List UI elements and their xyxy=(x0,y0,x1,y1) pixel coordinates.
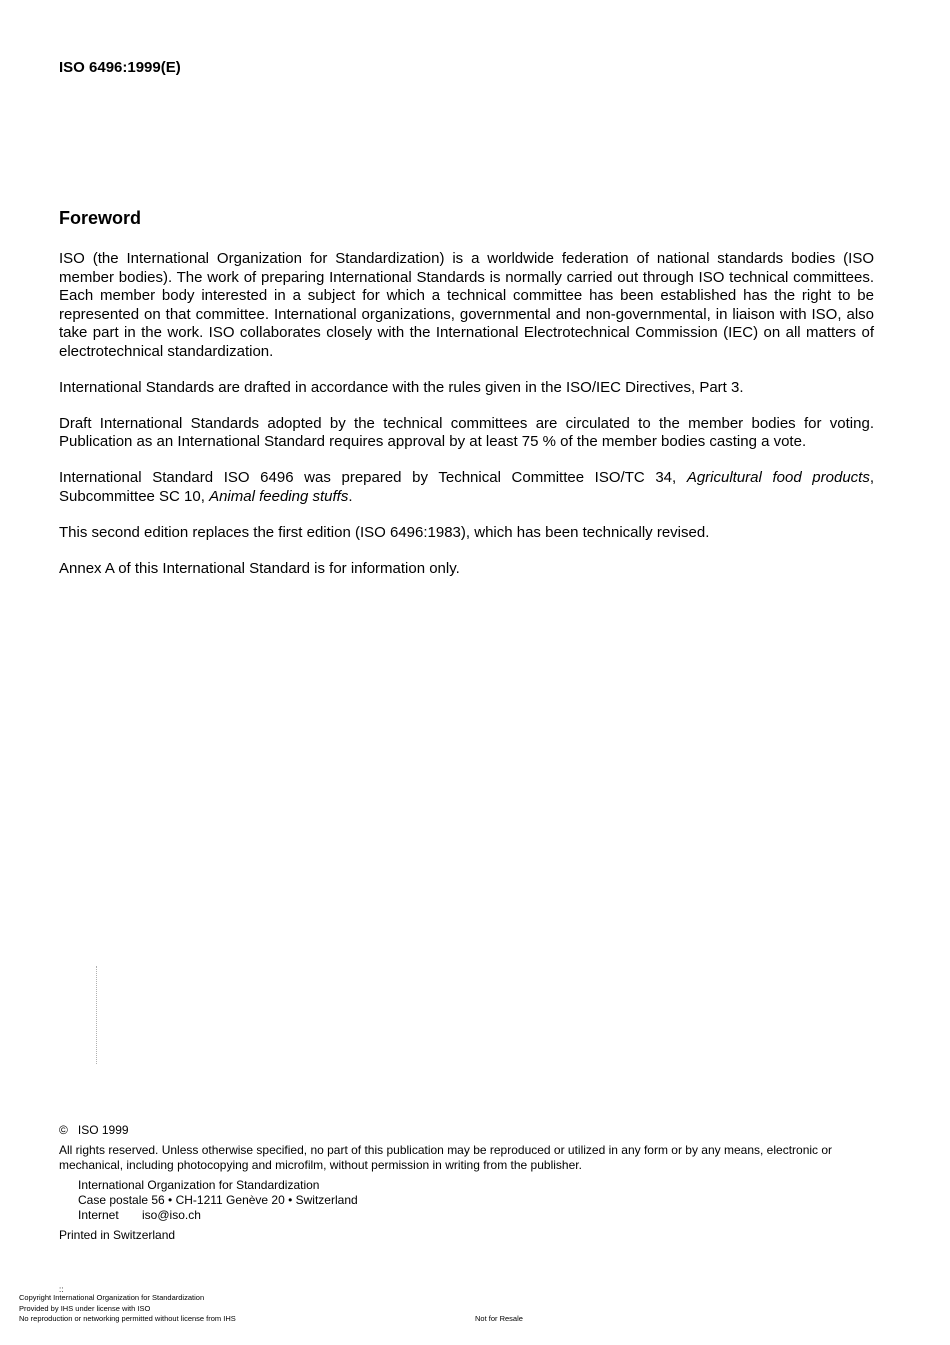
footer-tick: :: xyxy=(59,1285,64,1294)
internet-label: Internet xyxy=(78,1208,119,1222)
footer-line-1: Copyright International Organization for Standardization xyxy=(19,1293,205,1302)
foreword-paragraph-5: This second edition replaces the first edition (ISO 6496:1983), which has been technically revised. xyxy=(59,523,710,541)
footer-line-3: No reproduction or networking permitted without license from IHS xyxy=(19,1314,236,1323)
copyright-line xyxy=(59,1123,879,1138)
printed-in: Printed in Switzerland xyxy=(59,1228,176,1242)
foreword-paragraph-2: International Standards are drafted in accordance with the rules given in the ISO/IEC Directives, Part 3. xyxy=(59,378,744,396)
license-footer xyxy=(19,1287,236,1325)
foreword-paragraph-1: ISO (the International Organization for Standardization) is a worldwide federation of national standards bodies (ISO member bodies). The work of preparing International Standards is normally carried out through ISO technical committees. Each member body interested in a subject for which a technical committee has been established has the right to be represented on that committee. International organizations, governmental and non-governmental, in liaison with ISO, also take part in the work. ISO collaborates closely with the International Electrotechnical Commission (IEC) on all matters of electrotechnical standardization. xyxy=(59,250,874,360)
p4-prefix: International Standard ISO 6496 was prepared by Technical Committee ISO/TC 34, xyxy=(59,469,687,486)
p4-mid: , Subcommittee SC 10, xyxy=(59,469,875,505)
email-address: iso@iso.ch xyxy=(142,1208,201,1222)
foreword-paragraph-3: Draft International Standards adopted by the technical committees are circulated to the member bodies for voting. Publication as an International Standard requires approval by at least 75 % of the member bodies casting a vote. xyxy=(59,414,874,450)
foreword-paragraph-4 xyxy=(59,469,874,506)
rights-statement: All rights reserved. Unless otherwise specified, no part of this publication may be reproduced or utilized in any form or by any means, electronic or mechanical, including photocopying and microfilm, without permission in writing from the publisher. xyxy=(59,1143,833,1172)
publisher-name: International Organization for Standardization xyxy=(78,1178,320,1192)
publisher-address xyxy=(59,1178,879,1223)
foreword-body xyxy=(59,250,874,596)
copyright-block xyxy=(59,1123,879,1243)
foreword-heading: Foreword xyxy=(59,208,142,228)
p4-end: . xyxy=(348,487,353,505)
copyright-symbol: © xyxy=(59,1123,68,1137)
committee-name: Agricultural food products xyxy=(686,469,870,486)
not-for-resale: Not for Resale xyxy=(475,1314,523,1323)
subcommittee-name: Animal feeding stuffs xyxy=(209,487,349,505)
scan-artifact-mark xyxy=(96,966,100,1064)
document-id: ISO 6496:1999(E) xyxy=(59,59,181,76)
internet-line xyxy=(78,1208,879,1223)
postal-address: Case postale 56 • CH-1211 Genève 20 • Switzerland xyxy=(78,1193,358,1207)
foreword-paragraph-6: Annex A of this International Standard is for information only. xyxy=(59,559,460,577)
footer-line-2: Provided by IHS under license with ISO xyxy=(19,1303,151,1313)
copyright-year: ISO 1999 xyxy=(77,1123,129,1137)
